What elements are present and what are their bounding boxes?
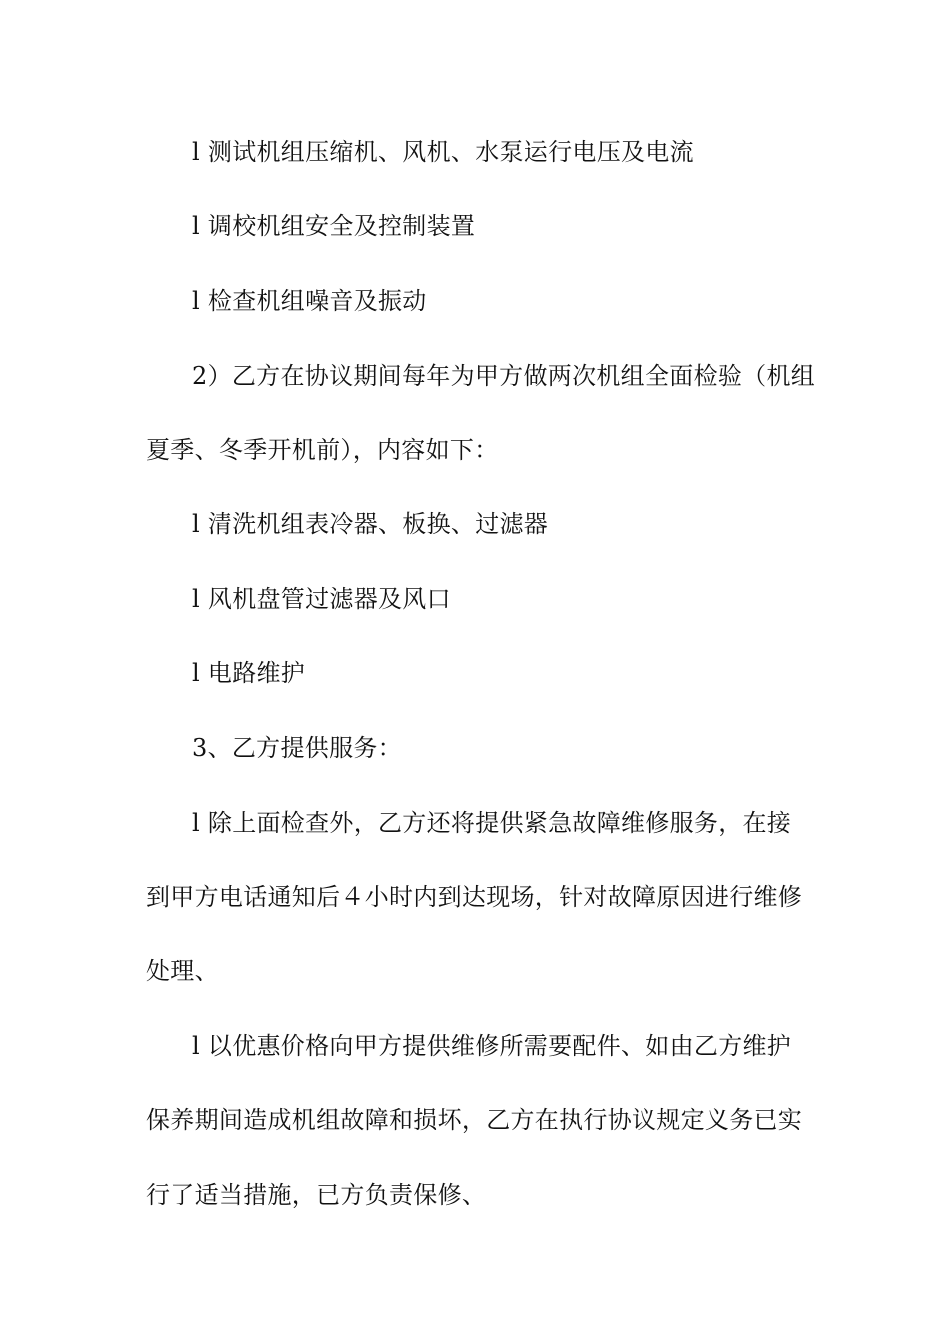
section-3-heading: 3、乙方提供服务： bbox=[192, 734, 402, 762]
item-circuit-maintenance: l 电路维护 bbox=[192, 659, 306, 687]
item-emergency-repair-line-3: 处理、 bbox=[146, 957, 219, 985]
paragraph-2-line-1: 2）乙方在协议期间每年为甲方做两次机组全面检验（机组 bbox=[192, 362, 816, 390]
item-parts-warranty-line-2: 保养期间造成机组故障和损坏，乙方在执行协议规定义务已实 bbox=[146, 1106, 803, 1134]
item-check-noise-vibration: l 检查机组噪音及振动 bbox=[192, 287, 427, 315]
item-emergency-repair-line-2: 到甲方电话通知后４小时内到达现场，针对故障原因进行维修 bbox=[146, 883, 803, 911]
item-parts-warranty-line-1: l 以优惠价格向甲方提供维修所需要配件、如由乙方维护 bbox=[192, 1032, 792, 1060]
item-parts-warranty-line-3: 行了适当措施，已方负责保修、 bbox=[146, 1181, 487, 1209]
item-calibrate-safety-controls: l 调校机组安全及控制装置 bbox=[192, 212, 476, 240]
item-clean-coolers-filters: l 清洗机组表冷器、板换、过滤器 bbox=[192, 510, 549, 538]
paragraph-2-line-2: 夏季、冬季开机前），内容如下： bbox=[146, 436, 499, 464]
item-test-voltage-current: l 测试机组压缩机、风机、水泵运行电压及电流 bbox=[192, 138, 694, 166]
item-fan-coil-filters: l 风机盘管过滤器及风口 bbox=[192, 585, 451, 613]
item-emergency-repair-line-1: l 除上面检查外，乙方还将提供紧急故障维修服务，在接 bbox=[192, 809, 792, 837]
